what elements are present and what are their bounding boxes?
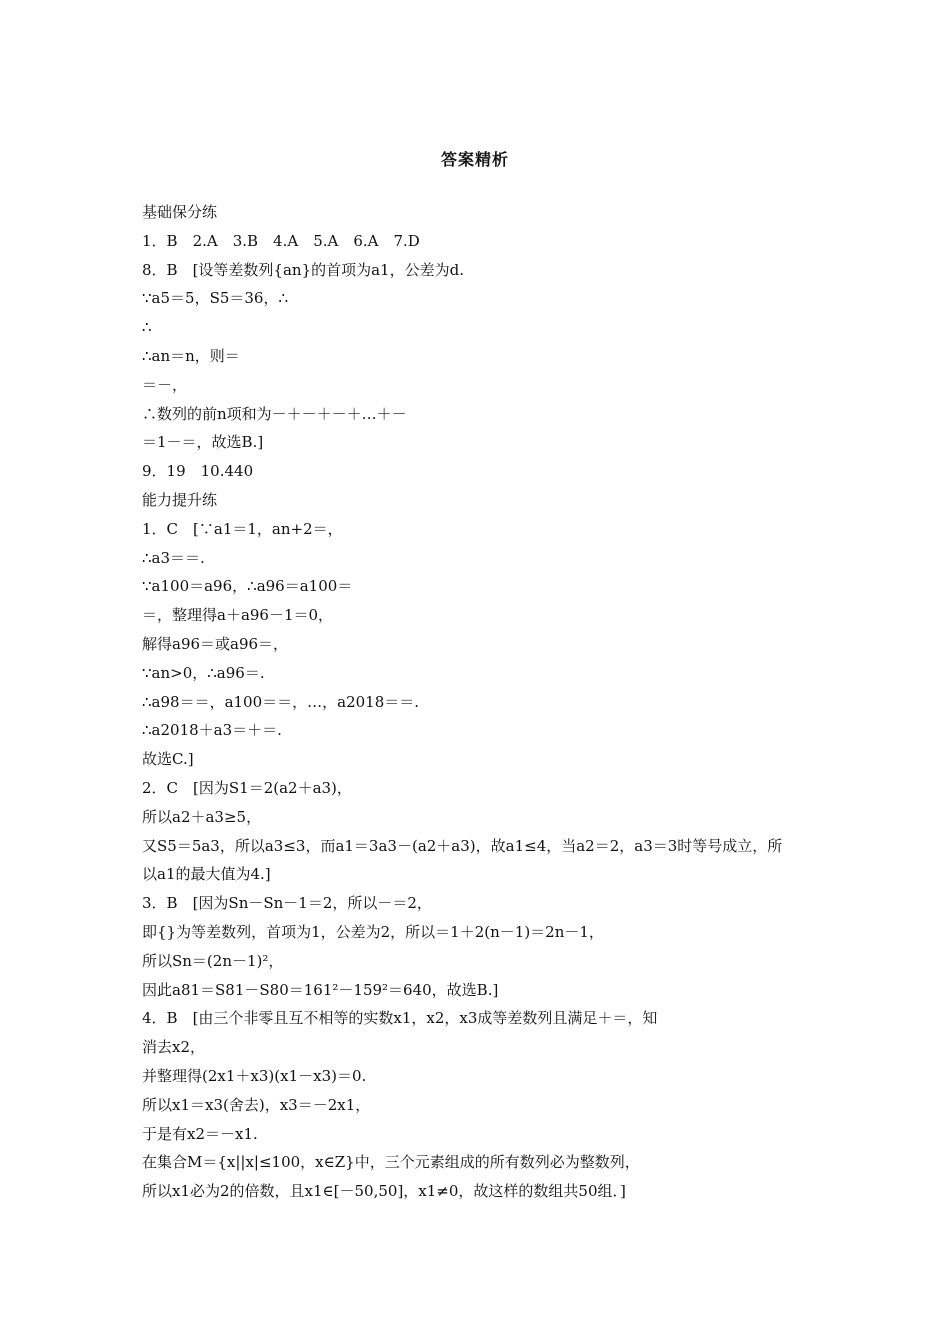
answer-body [142, 198, 822, 1206]
text-line: 基础保分练 [142, 203, 218, 221]
text-line: 3．B [因为Sn－Sn－1＝2，所以－＝2， [142, 894, 432, 913]
text-line: 4．B [由三个非零且互不相等的实数x1，x2，x3成等差数列且满足＋＝，知 [142, 1009, 658, 1028]
text-line: 2．C [因为S1＝2(a2＋a3)， [142, 778, 352, 797]
text-line: ∵a100＝a96，∴a96＝a100＝ [142, 577, 353, 596]
text-line: 解得a96＝或a96＝， [142, 634, 289, 653]
text-line: 所以x1必为2的倍数，且x1∈[－50,50]，x1≠0，故这样的数组共50组．] [142, 1182, 626, 1201]
text-line: 在集合M＝{x||x|≤100，x∈Z}中，三个元素组成的所有数列必为整数列， [142, 1153, 640, 1172]
text-line: 又S5＝5a3，所以a3≤3，而a1＝3a3－(a2＋a3)，故a1≤4，当a2＝2，a3＝3时等号成立，所 [142, 836, 783, 855]
text-line: ＝，整理得a＋a96－1＝0， [142, 606, 334, 625]
text-line: 所以x1＝x3(舍去)，x3＝－2x1， [142, 1095, 371, 1114]
text-line: 1．B 2.A 3.B 4.A 5.A 6.A 7.D [142, 231, 420, 250]
text-line: 9．19 10.440 [142, 462, 254, 481]
text-line: 于是有x2＝－x1. [142, 1124, 258, 1143]
text-line: 因此a81＝S81－S80＝161²－159²＝640，故选B.] [142, 980, 499, 999]
page-title: 答案精析 [440, 150, 509, 169]
text-line: 所以Sn＝(2n－1)²， [142, 951, 284, 970]
text-line: ＝－， [142, 375, 188, 394]
text-line: ∴数列的前n项和为－＋－＋－＋…＋－ [142, 404, 407, 423]
text-line: 故选C.] [142, 750, 194, 769]
text-line: ∴an＝n，则＝ [142, 346, 240, 365]
text-line: 以a1的最大值为4.] [142, 865, 271, 884]
text-line: 所以a2＋a3≥5， [142, 807, 262, 826]
text-line: 8．B [设等差数列{an}的首项为a1，公差为d. [142, 260, 464, 279]
text-line: ∴a3＝＝. [142, 548, 205, 567]
text-line: ∴ [142, 318, 152, 337]
text-line: ∴a2018＋a3＝＋＝. [142, 721, 282, 740]
text-line: 能力提升练 [142, 490, 218, 509]
text-line: 消去x2， [142, 1038, 206, 1057]
text-line: 1．C [∵a1＝1，an+2＝， [142, 519, 343, 538]
text-line: ＝1－＝，故选B.] [142, 433, 264, 452]
text-line: 并整理得(2x1＋x3)(x1－x3)＝0. [142, 1066, 367, 1085]
text-line: ∵an>0，∴a96＝. [142, 663, 265, 682]
text-line: ∵a5＝5，S5＝36，∴ [142, 289, 289, 308]
text-line: 即{}为等差数列，首项为1，公差为2，所以＝1＋2(n－1)＝2n－1， [142, 922, 604, 941]
text-line: ∴a98＝＝，a100＝＝，…，a2018＝＝. [142, 692, 420, 711]
